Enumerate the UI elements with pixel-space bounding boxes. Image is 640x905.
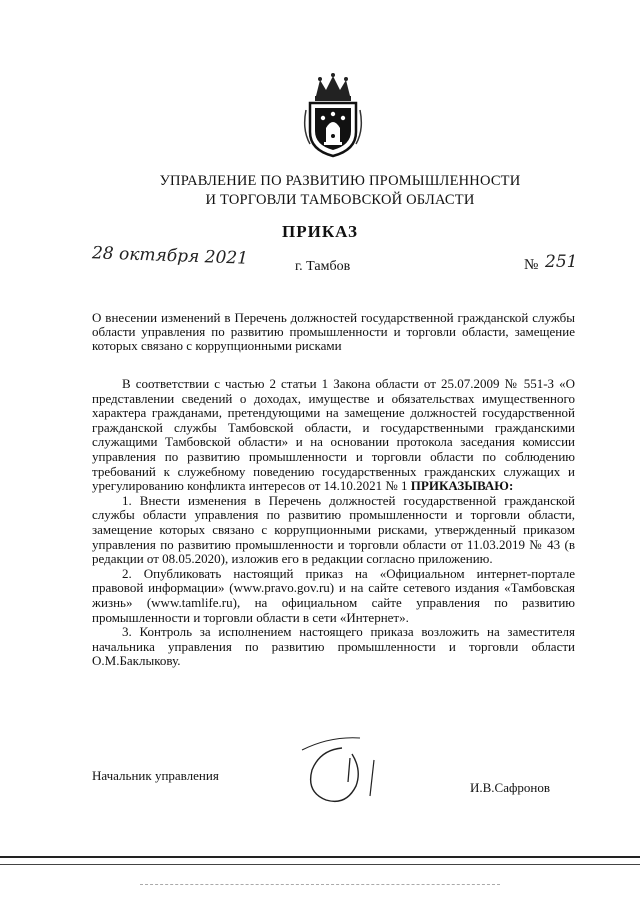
city: г. Тамбов — [295, 259, 351, 274]
item-1: 1. Внести изменения в Перечень должностей государственной гражданской службы области управления по развитию промышленности и торговли области, замещение которых связано с коррупционными рисками, утвержденный приказом управления по развитию промышленности и торговли области от 11.03.2019 № 43 (в редакции от 08.05.2020), изложив его в редакции согласно приложению. — [92, 492, 575, 567]
item-3: 3. Контроль за исполнением настоящего приказа возложить на заместителя начальника управления по развитию промышленности и торговли области О.М.Баклыкову. — [92, 624, 575, 669]
signatory-position: Начальник управления — [92, 768, 219, 783]
org-line-2: И ТОРГОВЛИ ТАМБОВСКОЙ ОБЛАСТИ — [205, 192, 475, 208]
item-2: 2. Опубликовать настоящий приказ на «Официальном интернет-портале правовой информации» (www.pravo.gov.ru) и на сайте сетевого издания «Тамбовская жизнь» (www.tamlife.ru), на официальном сайте управления по развитию промышленности и торговли области в сети «Интернет». — [92, 565, 575, 625]
handwritten-date: 28 октября 2021 — [91, 243, 249, 269]
signatory-name: И.В.Сафронов — [470, 780, 551, 795]
handwritten-signature — [290, 730, 410, 810]
bottom-rule-thin — [0, 864, 640, 865]
order-subject: О внесении изменений в Перечень должностей государственной гражданской службы области управления по развитию промышленности и торговли области, замещение которых связано с коррупционными рисками — [92, 310, 575, 353]
document-title: ПРИКАЗ — [282, 222, 358, 241]
organization-name — [120, 172, 560, 210]
number-label: № — [524, 257, 539, 273]
order-body — [92, 377, 575, 669]
order-word: ПРИКАЗЫВАЮ: — [410, 478, 514, 494]
preamble-text: В соответствии с частью 2 статьи 1 Закона области от 25.07.2009 № 551-З «О представлении сведений о доходах, имуществе и обязательствах имущественного характера гражданами, претендующими на замещение должностей государственной гражданской службы Тамбовской области, и государственными гражданскими служащими Тамбовской области» и на основании протокола заседания комиссии управления по развитию промышленности и торговли области по соблюдению требований к служебному поведению государственных гражданских служащих и урегулированию конфликта интересов от 14.10.2021 № 1 — [92, 376, 575, 494]
org-line-1: УПРАВЛЕНИЕ ПО РАЗВИТИЮ ПРОМЫШЛЕННОСТИ — [159, 173, 521, 189]
preamble-paragraph — [92, 377, 575, 494]
bottom-rule — [0, 856, 640, 858]
tambov-coat-of-arms-emblem — [302, 70, 364, 158]
handwritten-number: 251 — [545, 252, 578, 272]
scan-artifact-line — [140, 884, 500, 887]
